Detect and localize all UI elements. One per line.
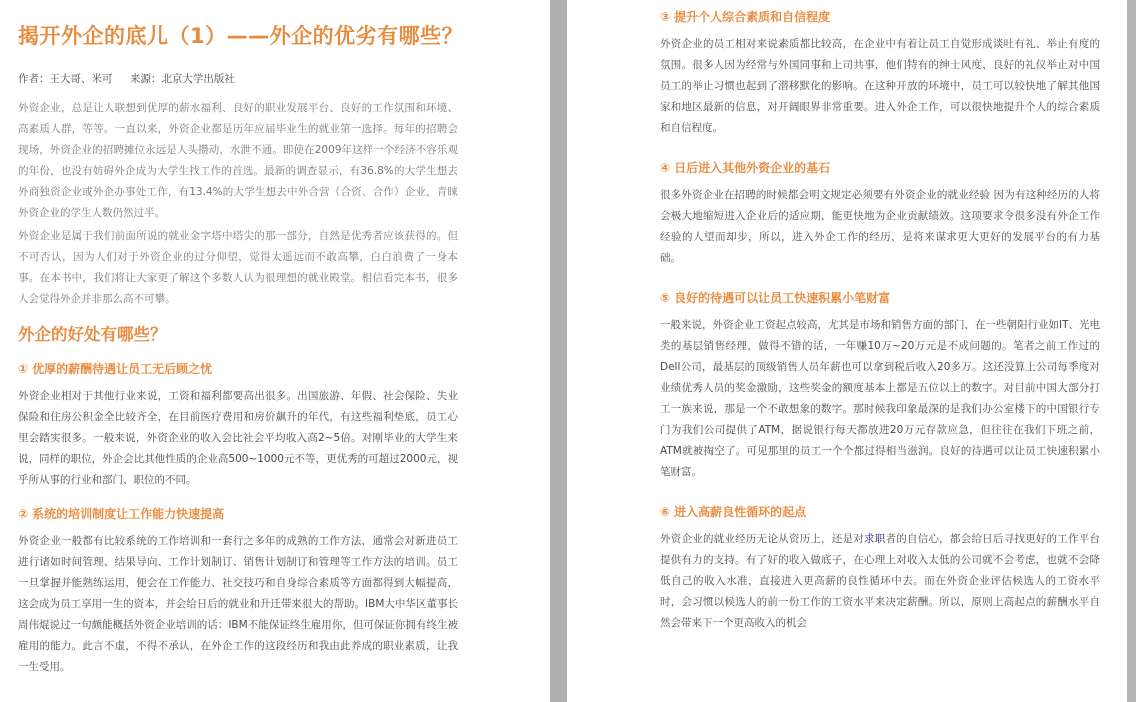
body-paragraph: [660, 529, 1100, 634]
intro-paragraph: 外资企业，总是让人联想到优厚的薪水福利、良好的职业发展平台、良好的工作氛围和环境、高素质人群，等等。一直以来，外资企业都是历年应届毕业生的就业第一选择。每年的招聘会现场，外资企业的招聘摊位永远是人头攒动，水泄不通。即使在2009年这样一个经济不容乐观的年份，也没有妨碍外企成为大学生找工作的首选。最新的调查显示，有36.8%的大学生想去外商独资企业或外企办事处工作，有13.4%的大学生想去中外合营（合资、合作）企业，青睐外资企业的学生人数仍然过半。: [18, 102, 458, 219]
body-paragraph: 外资企业相对于其他行业来说，工资和福利都要高出很多。出国旅游、年假、社会保险、失业保险和住房公积金全比较齐全，在目前医疗费用和房价飙升的年代，有这些福利垫底，员工心里会踏实很多。一般来说，外资企业的收入会比社会平均收入高2~5倍。对刚毕业的大学生来说，同样的职位，外企会比其他性质的企业高500~1000元不等，更优秀的可超过2000元，视乎所从事的行业和部门、职位的不同。: [18, 390, 458, 486]
paragraph-text: 外资企业的就业经历无论从资历上，还是对: [660, 533, 865, 545]
document-title: 揭开外企的底儿（1）——外企的优劣有哪些？: [18, 24, 464, 48]
body-paragraph: 很多外资企业在招聘的时候都会明文规定必须要有外资企业的就业经验 因为有这种经历的人将会极大地缩短进入企业后的适应期，能更快地为企业贡献绩效。这项要求令很多没有外企工作经验的人望而却步，所以，进入外企工作的经历，是将来谋求更大更好的发展平台的有力基础。: [660, 189, 1100, 264]
subsection-number: ②: [18, 507, 29, 521]
section-heading: 外企的好处有哪些？: [18, 325, 167, 344]
subsection-title: 良好的待遇可以让员工快速积累小笔财富: [674, 291, 891, 305]
body-paragraph: 一般来说，外资企业工资起点较高，尤其是市场和销售方面的部门，在一些朝阳行业如IT、光电类的基层销售经理，做得不错的话，一年赚10万~20万元是不成问题的。笔者之前工作过的Dell公司，最基层的顶级销售人员年薪也可以拿到税后收入20多万。这还没算上公司每季度对业绩优秀人员的奖金激励，这些奖金的额度基本上都是五位以上的数字。对目前中国大部分打工一族来说，那是一个不敢想象的数字。那时候我印象最深的是我们办公室楼下的中国银行专门为我们公司提供了ATM，据说银行每天都放进20万元存款应急，但往往在我们下班之前，ATM就被掏空了。可见那里的员工一个个都过得相当滋润。良好的待遇可以让员工快速积累小笔财富。: [660, 319, 1101, 478]
subsection-number: ④: [660, 161, 671, 175]
document-page-left: [0, 0, 550, 702]
subsection-title: 提升个人综合素质和自信程度: [674, 10, 831, 24]
subsection-heading: [660, 503, 1127, 521]
subsection-number: ①: [18, 362, 29, 376]
subsection-number: ⑥: [660, 505, 671, 519]
subsection-number: ⑤: [660, 291, 671, 305]
subsection-heading: [18, 360, 550, 378]
subsection-title: 进入高薪良性循环的起点: [674, 505, 807, 519]
intro-paragraph: 外资企业是属于我们前面所说的就业金字塔中塔尖的那一部分，自然是优秀者应该获得的。但不可否认，因为人们对于外资企业的过分仰望，觉得太遥远而不敢高攀，白白浪费了一身本事。在本书中，我们将让大家更了解这个多数人认为很理想的就业殿堂。相信看完本书，很多人会觉得外企并非那么高不可攀。: [18, 230, 458, 305]
subsection-heading: [660, 289, 1127, 307]
subsection-heading: [18, 505, 550, 523]
author-line: 作者：王大哥、米可: [18, 73, 113, 85]
source-line: 来源：北京大学出版社: [129, 73, 235, 85]
scrollbar-track[interactable]: [1127, 0, 1136, 702]
paragraph-text: 者的自信心，都会给日后寻找更好的工作平台提供有力的支持。有了好的收入做底子，在心理上对收入太低的公司就不会考虑，也就不会降低自己的收入水准，直接进入更高薪的良性循环中去。而在外资企业评估候选人的工资水平时，会习惯以候选人的前一份工作的工资水平来决定薪酬。所以，原则上高起点的薪酬水平自然会带来下一个更高收入的机会: [660, 533, 1101, 629]
subsection-heading: [660, 8, 1127, 26]
subsection-heading: [660, 159, 1127, 177]
subsection-title: 优厚的薪酬待遇让员工无后顾之忧: [32, 362, 213, 376]
document-page-right: [567, 0, 1127, 702]
body-paragraph: 外资企业一般都有比较系统的工作培训和一套行之多年的成熟的工作方法，通常会对新进员工进行诸如时间管理、结果导向、工作计划制订、销售计划制订和管理等工作方法的培训。员工一旦掌握并能熟练运用，便会在工作能力、社交技巧和自身综合素质等方面都得到大幅提高，这会成为员工享用一生的资本，并会给日后的就业和升迁带来很大的帮助。IBM大中华区董事长周伟焜说过一句颇能概括外资企业培训的话：IBM不能保证终生雇用你，但可保证你拥有终生被雇用的能力。此言不虚，不得不承认，在外企工作的这段经历和我由此养成的职业素质，让我一生受用。: [18, 535, 458, 673]
byline: [18, 72, 550, 86]
highlighted-word: 求职: [864, 533, 886, 545]
subsection-number: ③: [660, 10, 671, 24]
subsection-title: 日后进入其他外资企业的基石: [674, 161, 831, 175]
page-gutter: [550, 0, 567, 702]
subsection-title: 系统的培训制度让工作能力快速提高: [32, 507, 225, 521]
body-paragraph: 外资企业的员工相对来说素质都比较高，在企业中有着让员工自觉形成谈吐有礼、举止有度的氛围。很多人因为经常与外国同事和上司共事，他们特有的绅士风度、良好的礼仪举止对中国员工的举止习惯也起到了潜移默化的影响。在这种开放的环境中，员工可以较快地了解其他国家和地区最新的信息，对开阔眼界非常重要。进入外企工作，可以很快地提升个人的综合素质和自信程度。: [660, 38, 1100, 134]
